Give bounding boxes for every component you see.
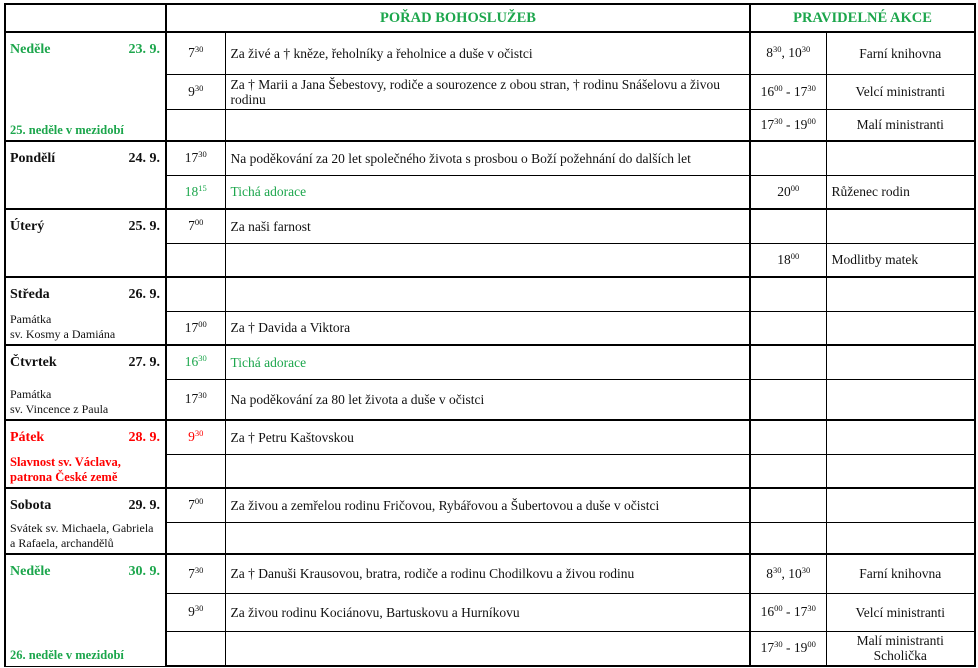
time-minutes: 15 — [198, 182, 207, 193]
day-name: Neděle — [10, 564, 51, 579]
event-name: Velcí ministranti — [826, 593, 975, 631]
time-hour: 16 — [760, 83, 775, 99]
mass-time — [166, 109, 225, 141]
day-cell — [5, 488, 166, 554]
time-hour: 17 — [184, 319, 199, 335]
mass-intention: Za † Danuši Krausovou, bratra, rodiče a rodinu Chodilkovu a živou rodinu — [225, 554, 750, 593]
time-hour: 18 — [184, 183, 199, 199]
time-minutes: 30 — [807, 603, 816, 613]
day-date: 30. 9. — [128, 564, 160, 579]
mass-time — [166, 32, 225, 74]
time-minutes: 00 — [807, 639, 816, 650]
mass-time — [166, 345, 225, 379]
time-minutes: 00 — [790, 250, 800, 261]
time-separator: , — [781, 45, 789, 61]
mass-intention: Za † Davida a Viktora — [225, 311, 750, 345]
day-cell — [5, 554, 166, 666]
day-box — [6, 489, 165, 553]
event-name — [826, 522, 975, 554]
day-heading — [6, 489, 165, 514]
day-name: Pátek — [10, 430, 45, 445]
mass-time — [166, 454, 225, 488]
time-minutes: 00 — [198, 318, 207, 329]
time-minutes: 00 — [807, 115, 816, 126]
event-time — [750, 522, 826, 554]
event-name — [826, 209, 975, 243]
time-hour: 16 — [760, 604, 775, 619]
day-heading — [6, 421, 165, 446]
day-note: 25. neděle v mezidobí — [10, 123, 124, 137]
event-name — [826, 454, 975, 488]
table-row — [5, 277, 975, 311]
header-row — [5, 4, 975, 32]
day-note: 26. neděle v mezidobí — [10, 648, 124, 662]
mass-intention — [225, 454, 750, 488]
event-time — [750, 420, 826, 454]
event-name: Farní knihovna — [826, 554, 975, 593]
day-note: Slavnost sv. Václava, patrona České země — [10, 455, 121, 484]
events-header: PRAVIDELNÉ AKCE — [750, 4, 975, 32]
time-minutes: 30 — [773, 44, 782, 55]
day-note: Svátek sv. Michaela, Gabriela a Rafaela, archandělů — [10, 521, 154, 550]
time-hour: 9 — [188, 429, 195, 445]
mass-time — [166, 277, 225, 311]
day-heading — [6, 278, 165, 303]
day-heading — [6, 210, 165, 235]
event-time — [750, 277, 826, 311]
event-time — [750, 109, 826, 141]
time-minutes: 30 — [774, 115, 783, 126]
mass-intention: Tichá adorace — [225, 175, 750, 209]
time-hour: 17 — [184, 391, 199, 407]
time-hour: 17 — [793, 604, 808, 619]
time-separator: - — [782, 83, 794, 99]
mass-time — [166, 209, 225, 243]
table-row — [5, 141, 975, 175]
time-minutes: 30 — [194, 603, 204, 613]
mass-time — [166, 631, 225, 666]
event-name — [826, 311, 975, 345]
day-name: Neděle — [10, 42, 51, 57]
event-name — [826, 379, 975, 420]
event-name: Modlitby matek — [826, 243, 975, 277]
time-hour: 10 — [788, 45, 802, 61]
mass-intention: Za † Petru Kaštovskou — [225, 420, 750, 454]
time-hour: 7 — [188, 218, 195, 234]
time-minutes: 30 — [774, 639, 783, 650]
day-date: 28. 9. — [128, 430, 160, 445]
event-time — [750, 243, 826, 277]
day-note: Památka sv. Vincence z Paula — [10, 387, 109, 416]
time-separator: - — [782, 640, 794, 656]
services-header: POŘAD BOHOSLUŽEB — [166, 4, 750, 32]
event-name: Růženec rodin — [826, 175, 975, 209]
event-name — [826, 345, 975, 379]
day-heading — [6, 33, 165, 58]
day-box — [6, 33, 165, 140]
day-date: 27. 9. — [128, 355, 160, 370]
mass-time — [166, 243, 225, 277]
event-time — [750, 209, 826, 243]
event-time — [750, 379, 826, 420]
time-separator: - — [782, 604, 794, 619]
time-hour: 7 — [188, 497, 195, 513]
event-name: Farní knihovna — [826, 32, 975, 74]
day-box — [6, 142, 165, 208]
time-minutes: 30 — [194, 82, 204, 93]
day-name: Pondělí — [10, 151, 56, 166]
mass-time — [166, 141, 225, 175]
day-date: 29. 9. — [128, 498, 160, 513]
time-minutes: 00 — [790, 182, 800, 193]
table-row — [5, 554, 975, 593]
time-hour: 17 — [760, 116, 775, 132]
time-minutes: 30 — [198, 390, 207, 401]
event-name: Velcí ministranti — [826, 74, 975, 109]
time-hour: 17 — [760, 640, 775, 656]
mass-intention: Tichá adorace — [225, 345, 750, 379]
time-separator: - — [782, 116, 794, 132]
mass-intention — [225, 277, 750, 311]
day-cell — [5, 345, 166, 420]
time-minutes: 30 — [194, 564, 204, 575]
event-time — [750, 631, 826, 666]
mass-intention: Na poděkování za 20 let společného života s prosbou o Boží požehnání do dalších let — [225, 141, 750, 175]
event-time — [750, 454, 826, 488]
mass-intention — [225, 243, 750, 277]
day-box — [6, 555, 165, 665]
day-box — [6, 346, 165, 419]
time-hour: 17 — [793, 83, 808, 99]
time-hour: 8 — [766, 45, 773, 61]
time-hour: 7 — [188, 45, 195, 61]
day-cell — [5, 32, 166, 141]
event-name — [826, 420, 975, 454]
mass-intention — [225, 522, 750, 554]
mass-intention: Za † Marii a Jana Šebestovy, rodiče a sourozence z obou stran, † rodinu Snášelovu a živou rodinu — [225, 74, 750, 109]
time-minutes: 30 — [801, 564, 811, 575]
time-minutes: 30 — [807, 82, 816, 93]
time-separator: , — [781, 565, 789, 581]
event-time — [750, 311, 826, 345]
time-minutes: 30 — [198, 353, 207, 364]
time-minutes: 30 — [773, 564, 782, 575]
day-heading — [6, 142, 165, 167]
mass-intention: Za živou a zemřelou rodinu Fričovou, Rybářovou a Šubertovou a duše v očistci — [225, 488, 750, 522]
day-name: Sobota — [10, 498, 52, 513]
time-minutes: 00 — [774, 82, 783, 93]
day-date: 26. 9. — [128, 287, 160, 302]
time-hour: 9 — [188, 83, 195, 99]
day-heading — [6, 555, 165, 580]
time-minutes: 30 — [801, 44, 811, 55]
table-row — [5, 488, 975, 522]
time-hour: 20 — [777, 183, 791, 199]
day-name: Středa — [10, 287, 50, 302]
day-box — [6, 210, 165, 276]
event-time — [750, 488, 826, 522]
time-hour: 19 — [793, 640, 808, 656]
event-time — [750, 345, 826, 379]
event-time — [750, 593, 826, 631]
event-time — [750, 141, 826, 175]
day-name: Úterý — [10, 219, 45, 234]
day-box — [6, 421, 165, 487]
time-hour: 18 — [777, 251, 791, 267]
table-row — [5, 32, 975, 74]
table-row — [5, 209, 975, 243]
day-cell — [5, 420, 166, 488]
event-time — [750, 554, 826, 593]
mass-time — [166, 488, 225, 522]
mass-time — [166, 593, 225, 631]
time-minutes: 30 — [194, 428, 204, 439]
table-row — [5, 345, 975, 379]
day-name: Čtvrtek — [10, 355, 57, 370]
event-name — [826, 277, 975, 311]
day-cell — [5, 277, 166, 345]
day-cell — [5, 141, 166, 209]
mass-intention: Za živou rodinu Kociánovu, Bartuskovu a Hurníkovu — [225, 593, 750, 631]
event-time — [750, 32, 826, 74]
time-hour: 9 — [188, 604, 195, 619]
day-note: Památka sv. Kosmy a Damiána — [10, 312, 116, 341]
mass-time — [166, 311, 225, 345]
time-minutes: 00 — [774, 603, 783, 613]
event-time — [750, 175, 826, 209]
event-name: Malí ministranti — [826, 109, 975, 141]
day-date: 24. 9. — [128, 151, 160, 166]
schedule-table — [4, 3, 976, 667]
day-date: 25. 9. — [128, 219, 160, 234]
mass-time — [166, 522, 225, 554]
table-row — [5, 420, 975, 454]
event-name: Malí ministranti Scholička — [826, 631, 975, 666]
time-hour: 7 — [188, 565, 195, 581]
time-minutes: 00 — [194, 217, 204, 228]
mass-time — [166, 554, 225, 593]
time-hour: 10 — [788, 565, 802, 581]
event-time — [750, 74, 826, 109]
mass-time — [166, 420, 225, 454]
mass-time — [166, 175, 225, 209]
mass-intention — [225, 631, 750, 666]
time-hour: 19 — [793, 116, 808, 132]
time-hour: 16 — [184, 354, 199, 370]
header-empty-cell — [5, 4, 166, 32]
time-minutes: 30 — [198, 149, 207, 160]
mass-intention: Na poděkování za 80 let života a duše v očistci — [225, 379, 750, 420]
time-hour: 17 — [184, 150, 199, 166]
day-date: 23. 9. — [128, 42, 160, 57]
mass-intention: Za živé a † kněze, řeholníky a řeholnice a duše v očistci — [225, 32, 750, 74]
mass-time — [166, 379, 225, 420]
day-heading — [6, 346, 165, 371]
mass-intention: Za naši farnost — [225, 209, 750, 243]
event-name — [826, 488, 975, 522]
mass-time — [166, 74, 225, 109]
time-minutes: 00 — [194, 496, 204, 507]
day-box — [6, 278, 165, 344]
time-minutes: 30 — [194, 44, 204, 55]
mass-intention — [225, 109, 750, 141]
day-cell — [5, 209, 166, 277]
event-name — [826, 141, 975, 175]
time-hour: 8 — [766, 565, 773, 581]
